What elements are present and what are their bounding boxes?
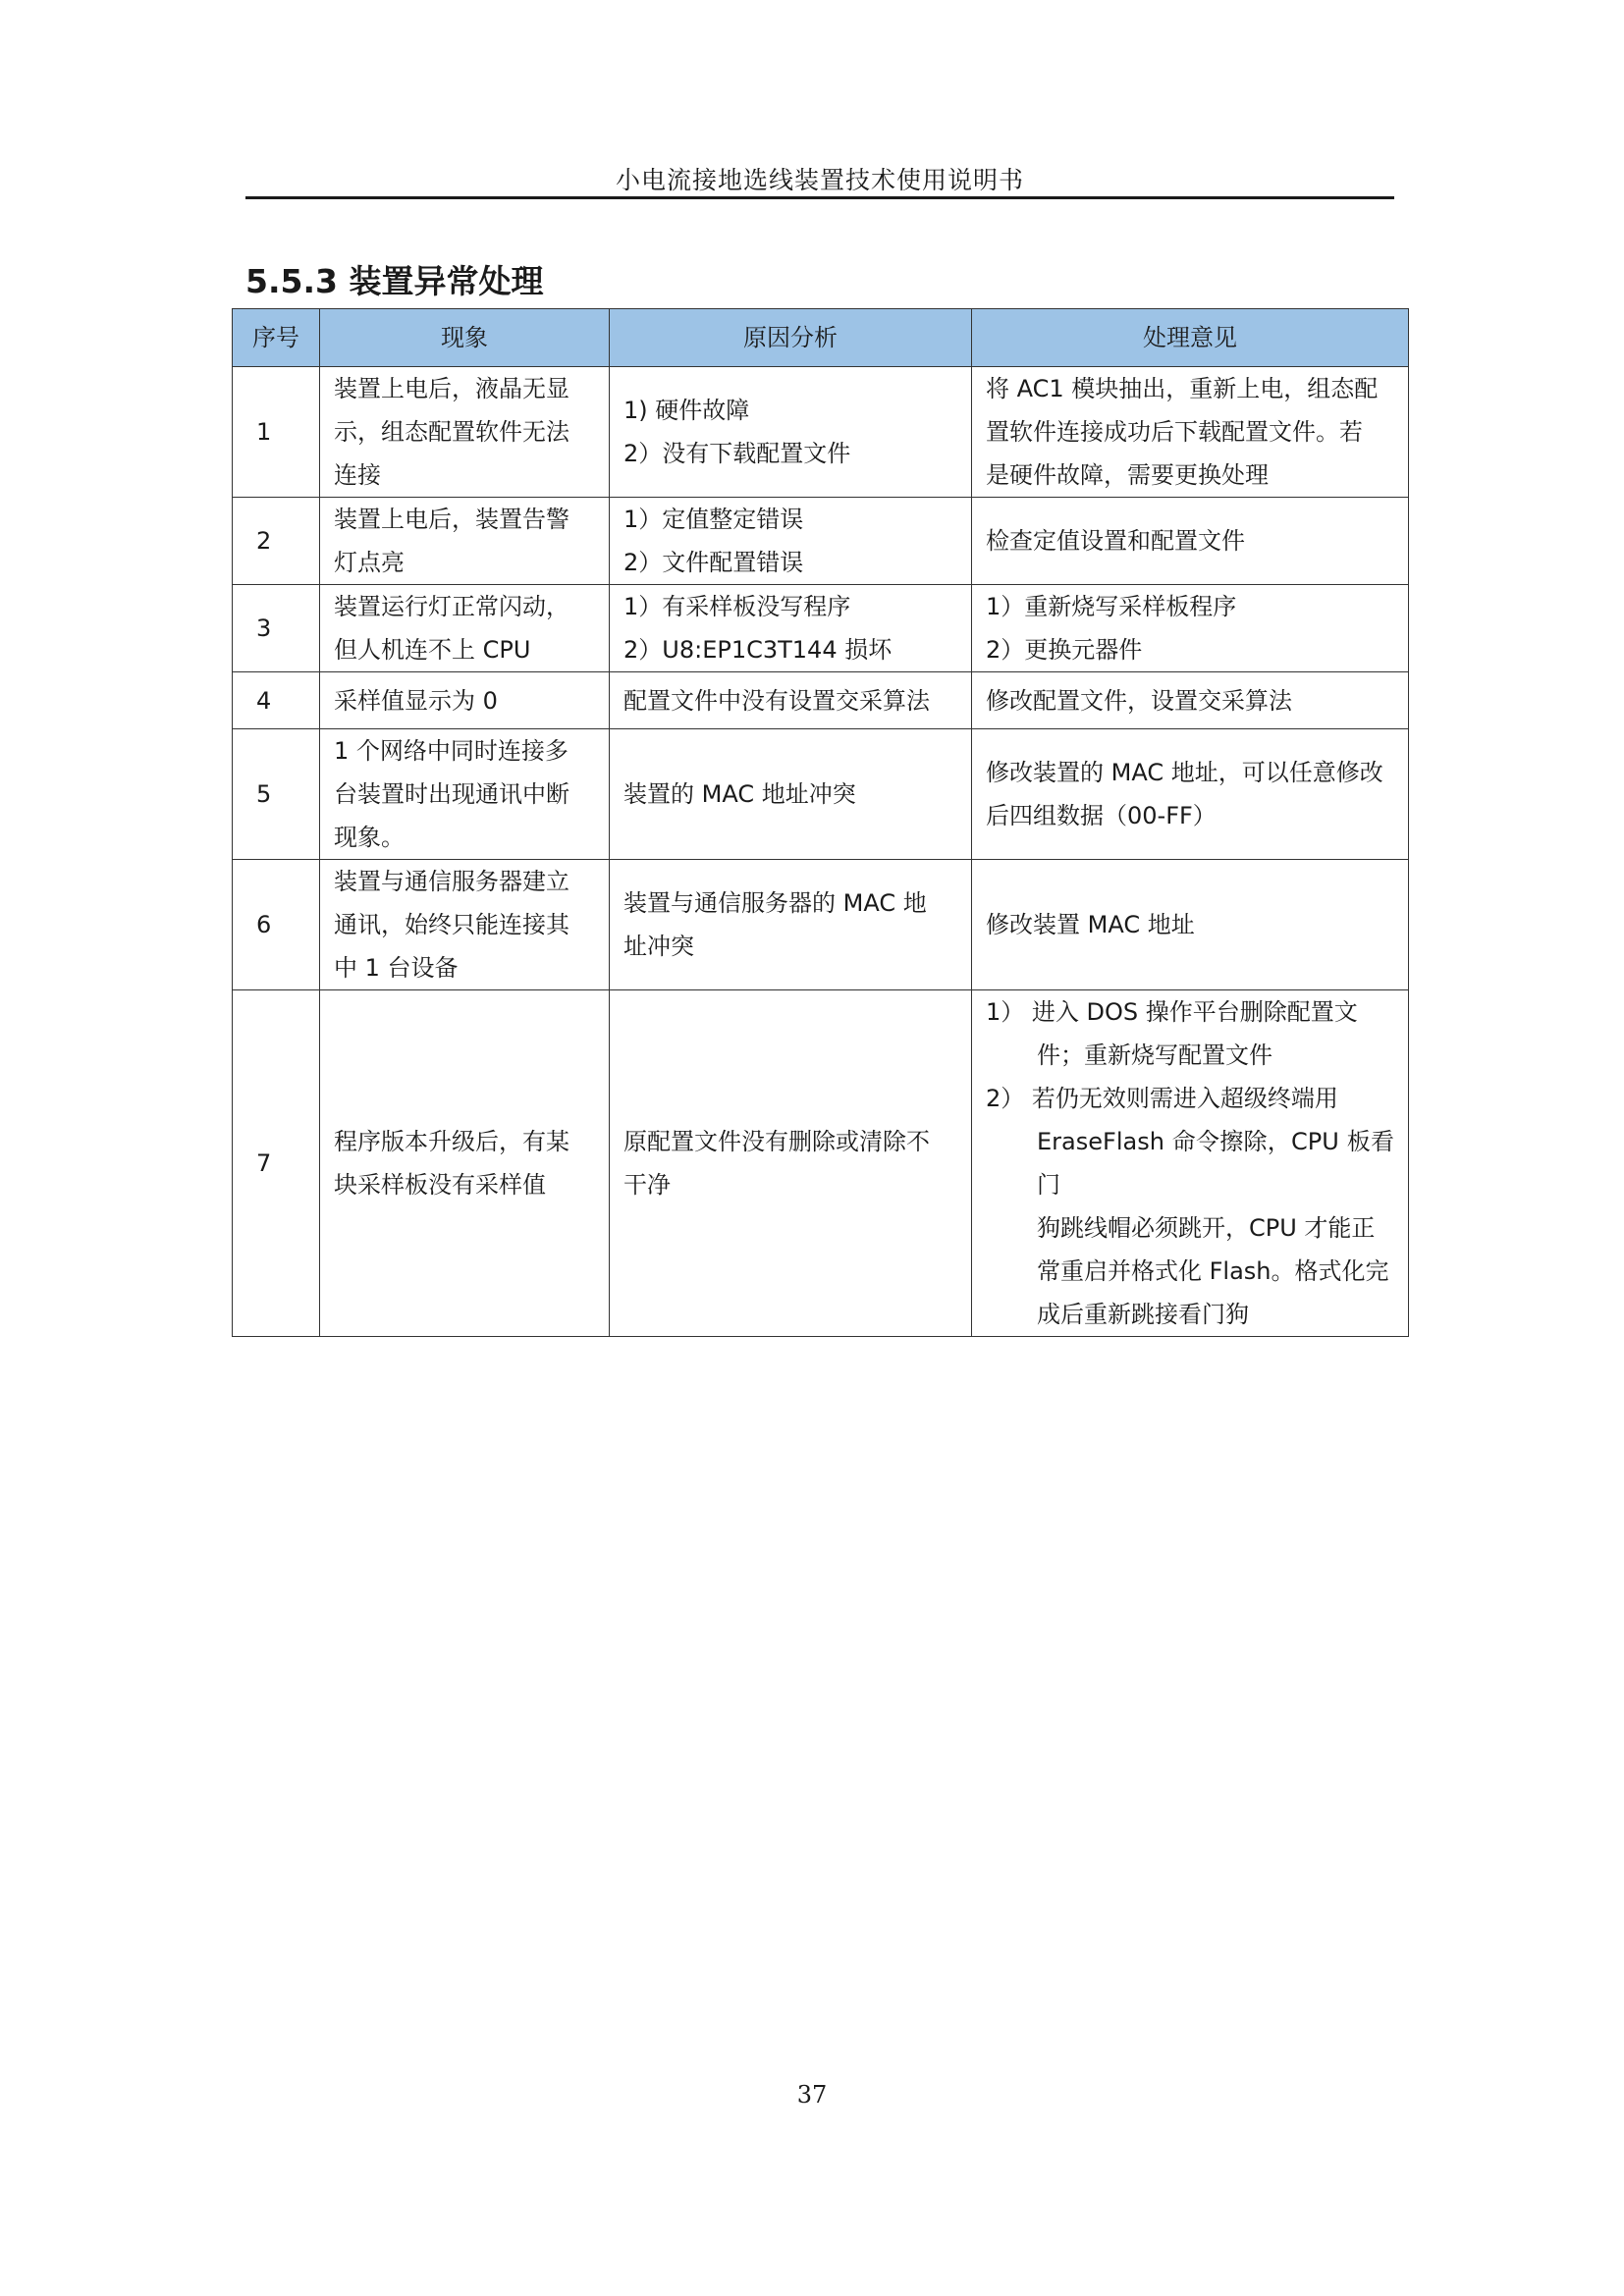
cause-cell: 配置文件中没有设置交采算法 [610, 672, 972, 729]
phenomenon-cell: 采样值显示为 0 [320, 672, 610, 729]
section-heading: 5.5.3 装置异常处理 [245, 262, 544, 300]
cause-cell: 1）定值整定错误 2）文件配置错误 [610, 498, 972, 585]
table-header-row [233, 309, 1409, 367]
phenomenon-cell: 装置与通信服务器建立 通讯，始终只能连接其 中 1 台设备 [320, 860, 610, 990]
header-rule [245, 196, 1394, 199]
cause-cell: 原配置文件没有删除或清除不 干净 [610, 990, 972, 1337]
running-header: 小电流接地选线装置技术使用说明书 [615, 166, 1024, 194]
solution-cell [972, 990, 1409, 1337]
row-number: 5 [233, 729, 320, 860]
solution-cell: 检查定值设置和配置文件 [972, 498, 1409, 585]
table-row [233, 729, 1409, 860]
solution-list-item: 1） 进入 DOS 操作平台删除配置文 件；重新烧写配置文件 [986, 998, 1358, 1069]
solution-cell: 修改装置的 MAC 地址，可以任意修改 后四组数据（00-FF） [972, 729, 1409, 860]
phenomenon-cell: 1 个网络中同时连接多 台装置时出现通讯中断 现象。 [320, 729, 610, 860]
column-header-no: 序号 [233, 309, 320, 367]
row-number: 7 [233, 990, 320, 1337]
page-number: 37 [796, 2081, 828, 2109]
column-header-cause: 原因分析 [610, 309, 972, 367]
cause-cell: 装置的 MAC 地址冲突 [610, 729, 972, 860]
table-row [233, 860, 1409, 990]
cause-cell: 1）有采样板没写程序 2）U8:EP1C3T144 损坏 [610, 585, 972, 672]
row-number: 4 [233, 672, 320, 729]
fault-handling-table [232, 308, 1409, 1337]
solution-cell: 将 AC1 模块抽出，重新上电，组态配 置软件连接成功后下载配置文件。若 是硬件故障，需要更换处理 [972, 367, 1409, 498]
solution-list-item: 2） 若仍无效则需进入超级终端用 EraseFlash 命令擦除，CPU 板看门 狗跳线帽必须跳开，CPU 才能正 常重启并格式化 Flash。格式化完 成后重新跳接看门狗 [986, 1085, 1394, 1328]
phenomenon-cell: 程序版本升级后，有某 块采样板没有采样值 [320, 990, 610, 1337]
solution-cell: 修改装置 MAC 地址 [972, 860, 1409, 990]
phenomenon-cell: 装置上电后，液晶无显 示，组态配置软件无法 连接 [320, 367, 610, 498]
column-header-phenomenon: 现象 [320, 309, 610, 367]
solution-cell: 修改配置文件，设置交采算法 [972, 672, 1409, 729]
table-row [233, 672, 1409, 729]
row-number: 2 [233, 498, 320, 585]
phenomenon-cell: 装置上电后，装置告警 灯点亮 [320, 498, 610, 585]
row-number: 1 [233, 367, 320, 498]
solution-cell: 1）重新烧写采样板程序 2）更换元器件 [972, 585, 1409, 672]
table-row [233, 498, 1409, 585]
cause-cell: 1) 硬件故障 2）没有下载配置文件 [610, 367, 972, 498]
phenomenon-cell: 装置运行灯正常闪动， 但人机连不上 CPU [320, 585, 610, 672]
row-number: 6 [233, 860, 320, 990]
cause-cell: 装置与通信服务器的 MAC 地 址冲突 [610, 860, 972, 990]
table-row [233, 990, 1409, 1337]
row-number: 3 [233, 585, 320, 672]
table-row [233, 367, 1409, 498]
column-header-solution: 处理意见 [972, 309, 1409, 367]
table-row [233, 585, 1409, 672]
